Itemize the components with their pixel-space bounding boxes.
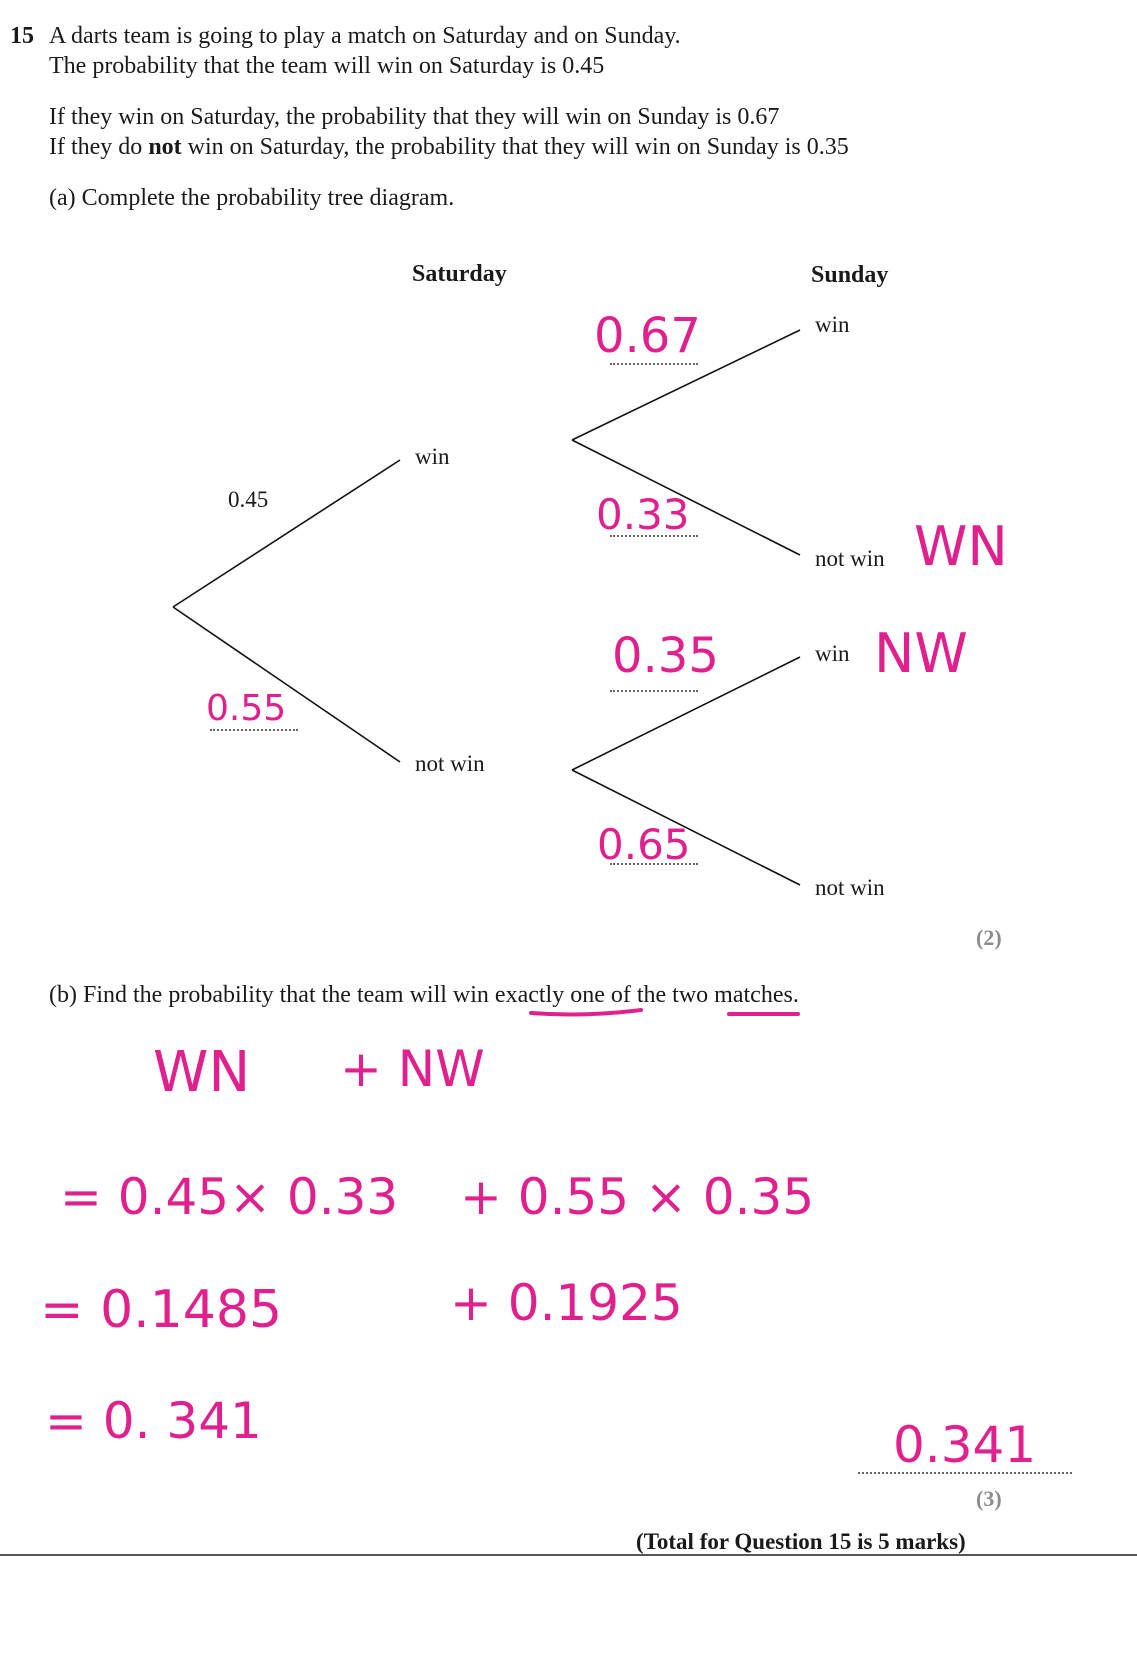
label-sun-not-win-2: not win bbox=[815, 875, 885, 900]
handwritten-prob-not-win: 0.35 bbox=[612, 628, 719, 684]
branch-sat-not-win bbox=[173, 607, 400, 762]
marks-part-a: (2) bbox=[976, 925, 1002, 950]
part-a-prompt: (a) Complete the probability tree diagram. bbox=[49, 185, 455, 211]
final-answer: 0.341 bbox=[893, 1416, 1037, 1474]
work-line-3-b: + 0.1925 bbox=[450, 1274, 683, 1332]
question-line-3: If they win on Saturday, the probability that they will win on Sunday is 0.67 bbox=[49, 104, 780, 130]
label-sat-not-win: not win bbox=[415, 751, 485, 776]
work-line-1-a: WN bbox=[153, 1040, 251, 1105]
answer-line-sat-not-win bbox=[210, 729, 298, 731]
work-line-2-a: = 0.45× 0.33 bbox=[60, 1168, 399, 1226]
handwritten-tag-wn: WN bbox=[914, 515, 1008, 578]
handwritten-prob-win-not-win: 0.33 bbox=[596, 490, 690, 539]
marks-part-b: (3) bbox=[976, 1486, 1002, 1511]
question-line-4-bold: not bbox=[148, 134, 182, 160]
answer-line-not-win bbox=[610, 690, 698, 692]
branch-sat-win bbox=[173, 460, 400, 607]
label-sun-win-2: win bbox=[815, 641, 850, 666]
work-line-2-b: + 0.55 × 0.35 bbox=[460, 1168, 815, 1226]
handwritten-tag-nw: NW bbox=[874, 622, 968, 685]
underline-exactly-one bbox=[531, 1010, 641, 1014]
handwritten-prob-win-win: 0.67 bbox=[594, 308, 701, 364]
label-sun-win-1: win bbox=[815, 312, 850, 337]
question-line-4-pre: If they do bbox=[49, 134, 149, 160]
total-marks: (Total for Question 15 is 5 marks) bbox=[636, 1529, 966, 1554]
question-number: 15 bbox=[10, 23, 34, 49]
question-line-4-post: win on Saturday, the probability that they will win on Sunday is 0.35 bbox=[181, 134, 849, 160]
part-b-prompt: (b) Find the probability that the team will win exactly one of the two matches. bbox=[49, 982, 799, 1008]
label-sun-not-win-1: not win bbox=[815, 546, 885, 571]
question-line-1: A darts team is going to play a match on Saturday and on Sunday. bbox=[49, 23, 681, 49]
tree-header-saturday: Saturday bbox=[412, 261, 507, 287]
label-sat-win: win bbox=[415, 444, 450, 469]
question-line-2: The probability that the team will win on Saturday is 0.45 bbox=[49, 53, 605, 79]
final-answer-line bbox=[858, 1472, 1072, 1474]
label-sat-win-prob: 0.45 bbox=[228, 487, 269, 512]
handwritten-prob-not-not-win: 0.65 bbox=[597, 820, 691, 869]
work-line-4: = 0. 341 bbox=[45, 1392, 262, 1450]
work-line-1-b: + NW bbox=[340, 1040, 485, 1098]
work-line-3-a: = 0.1485 bbox=[40, 1280, 283, 1340]
handwritten-prob-sat-not-win: 0.55 bbox=[206, 688, 287, 729]
tree-header-sunday: Sunday bbox=[811, 262, 889, 288]
bottom-rule bbox=[0, 1554, 1137, 1556]
